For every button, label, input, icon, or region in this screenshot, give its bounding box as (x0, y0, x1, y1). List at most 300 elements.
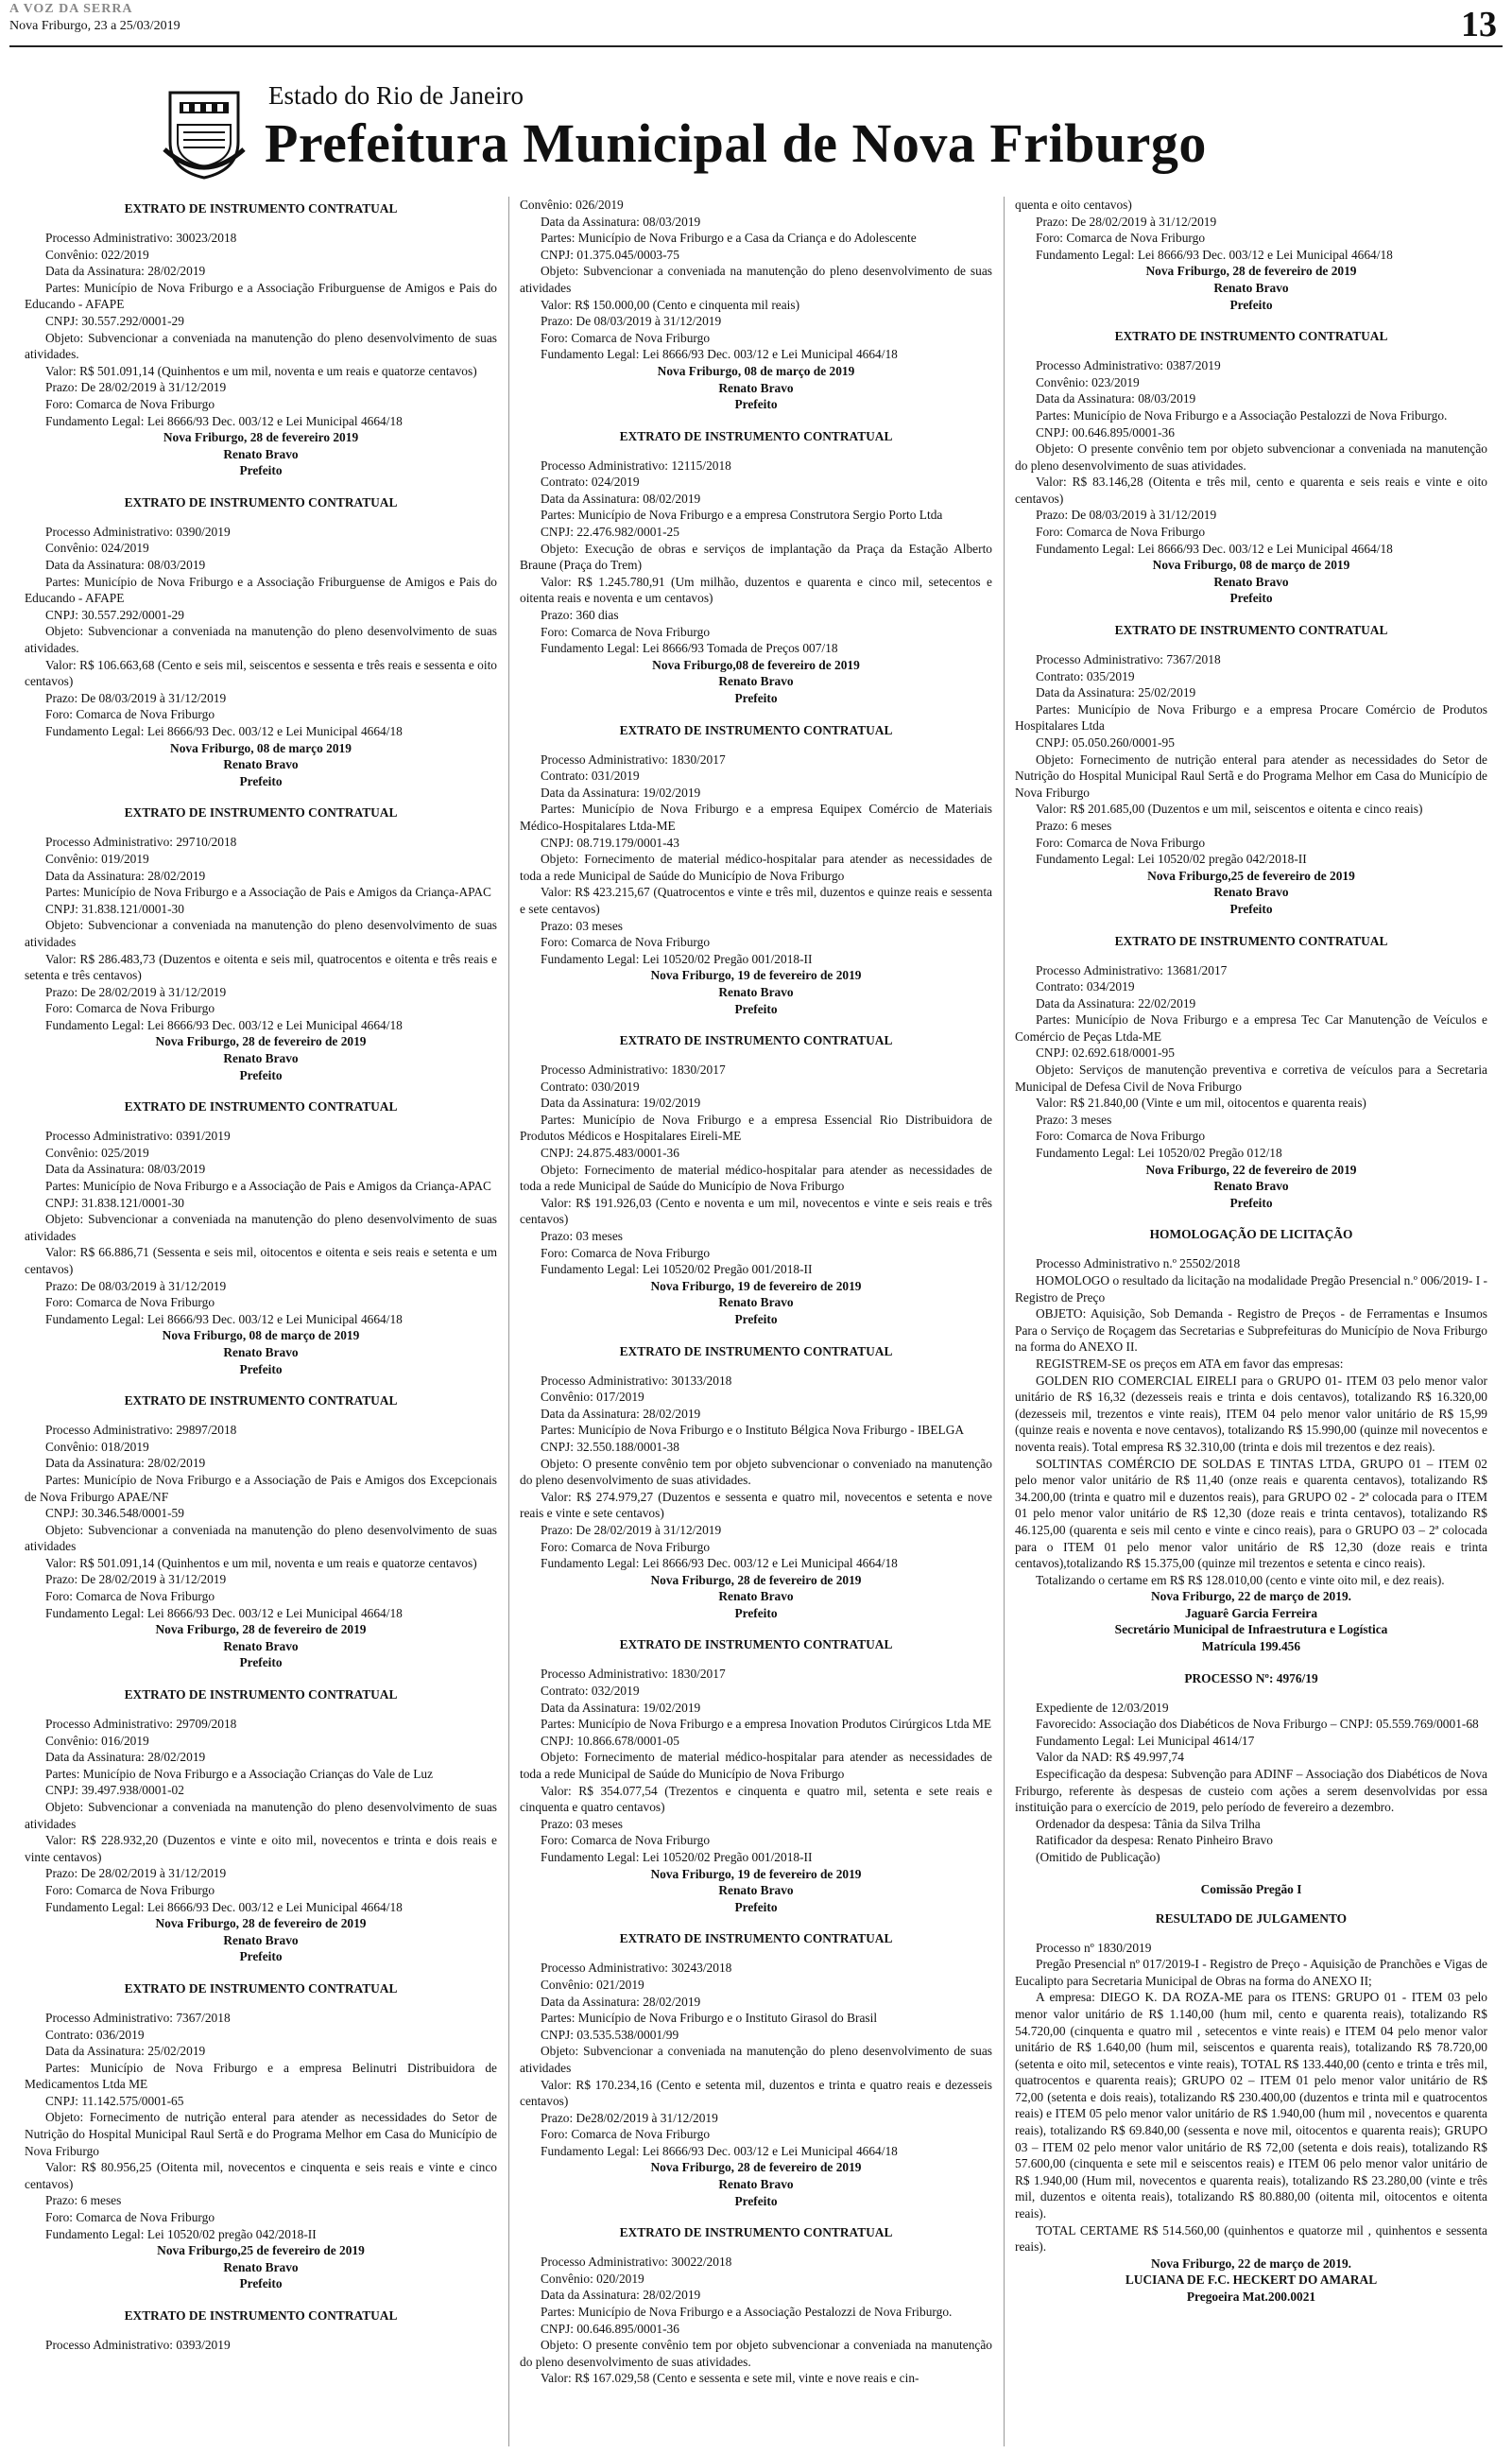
notice-line: Valor da NAD: R$ 49.997,74 (1036, 1750, 1184, 1765)
notice-line: Convênio: 017/2019 (541, 1390, 644, 1405)
notice-block (25, 200, 497, 479)
notice-line: Partes: Município de Nova Friburgo e o Instituto Bélgica Nova Friburgo - IBELGA (541, 1423, 965, 1438)
notice-line: Objeto: Subvencionar a conveniada na manutenção do pleno desenvolvimento de suas atividades. (25, 624, 497, 656)
notice-line: Prazo: De 08/03/2019 à 31/12/2019 (45, 1278, 227, 1293)
notice-line: Totalizando o certame em R$ R$ 128.010,00 (cento e vinte oito mil, e dez reais). (1036, 1572, 1445, 1587)
notice-line: Foro: Comarca de Nova Friburgo (541, 1539, 711, 1554)
notice-line: Objeto: Subvencionar a conveniada na manutenção do pleno desenvolvimento de suas atividades (520, 2044, 992, 2075)
notice-line: Foro: Comarca de Nova Friburgo (45, 1589, 215, 1604)
notice-signer-role: Prefeito (239, 2276, 283, 2291)
notice-line: CNPJ: 22.476.982/0001-25 (541, 525, 679, 540)
notice-signer: Renato Bravo (1213, 280, 1289, 295)
masthead-title: Prefeitura Municipal de Nova Friburgo (265, 112, 1207, 174)
notice-line: CNPJ: 02.692.618/0001-95 (1036, 1046, 1175, 1061)
notice-block (1015, 328, 1487, 607)
notice-line: Partes: Município de Nova Friburgo e a empresa Tec Car Manutenção de Veículos e Comércio de Peças Ltda-ME (1015, 1012, 1487, 1044)
notice-line: Partes: Município de Nova Friburgo e a Associação Friburguense de Amigos e Pais do Educando - AFAPE (25, 574, 497, 606)
notice-signer-role: Prefeito (734, 2193, 778, 2208)
notice-line: Processo Administrativo: 0391/2019 (45, 1129, 231, 1144)
notice-line: Fundamento Legal: Lei 8666/93 Dec. 003/12 e Lei Municipal 4664/18 (45, 1605, 403, 1620)
notice-line: quenta e oito centavos) (1015, 198, 1132, 212)
notice-line: Foro: Comarca de Nova Friburgo (541, 330, 711, 345)
notice-signer-role: Pregoeira Mat.200.0021 (1186, 2290, 1316, 2305)
notice-block (520, 1636, 992, 1915)
notice-line: Processo Administrativo: 29710/2018 (45, 835, 237, 850)
notice-place-date: Nova Friburgo, 08 de março de 2019 (162, 1328, 360, 1343)
notice-line: Foro: Comarca de Nova Friburgo (45, 396, 215, 411)
notice-line: Data da Assinatura: 28/02/2019 (541, 1406, 701, 1421)
notice-block (25, 1098, 497, 1377)
notice-place-date: Nova Friburgo, 28 de fevereiro de 2019 (155, 1916, 367, 1931)
notice-place-date: Nova Friburgo, 22 de março de 2019. (1151, 2255, 1351, 2271)
notice-signer: Renato Bravo (718, 984, 794, 999)
notice-signer: Renato Bravo (223, 1638, 299, 1653)
notice-line: Processo Administrativo: 30133/2018 (541, 1373, 732, 1388)
notice-signer-role: Prefeito (734, 691, 778, 706)
notice-line: Foro: Comarca de Nova Friburgo (45, 2210, 215, 2225)
notice-line: Prazo: De 08/03/2019 à 31/12/2019 (45, 690, 227, 705)
notice-signer: Renato Bravo (223, 1932, 299, 1947)
notice-line: Prazo: 6 meses (1036, 818, 1112, 833)
notice-line: Objeto: Subvencionar a conveniada na manutenção do pleno desenvolvimento de suas atividades (25, 918, 497, 949)
notice-title: EXTRATO DE INSTRUMENTO CONTRATUAL (124, 494, 398, 510)
notice-line: CNPJ: 11.142.575/0001-65 (45, 2093, 184, 2108)
notice-line: Data da Assinatura: 28/02/2019 (45, 1456, 206, 1471)
notice-line: Convênio: 024/2019 (45, 541, 149, 556)
notice-block (520, 197, 992, 413)
notice-title: EXTRATO DE INSTRUMENTO CONTRATUAL (124, 201, 398, 216)
notice-block (1015, 1226, 1487, 1654)
notice-line: Data da Assinatura: 19/02/2019 (541, 1096, 701, 1111)
notice-place-date: Nova Friburgo, 19 de fevereiro de 2019 (650, 1278, 862, 1293)
notice-line: Processo Administrativo: 7367/2018 (1036, 652, 1221, 667)
notice-line: Fundamento Legal: Lei 8666/93 Dec. 003/12 e Lei Municipal 4664/18 (541, 1556, 898, 1571)
notice-line: CNPJ: 30.557.292/0001-29 (45, 313, 184, 328)
notice-line: Objeto: Subvencionar a conveniada na manutenção do pleno desenvolvimento de suas atividades. (25, 330, 497, 362)
notice-block (25, 1980, 497, 2292)
notice-line: CNPJ: 31.838.121/0001-30 (45, 1195, 184, 1210)
notice-signer-role: Prefeito (239, 463, 283, 478)
notice-signer: Renato Bravo (1213, 574, 1289, 589)
notice-line: Data da Assinatura: 08/03/2019 (1036, 391, 1196, 406)
notice-line: CNPJ: 01.375.045/0003-75 (541, 247, 679, 262)
notice-signer: Renato Bravo (223, 446, 299, 461)
notice-block (25, 494, 497, 789)
notice-line: Contrato: 036/2019 (45, 2027, 145, 2042)
notice-line: Prazo: De 28/02/2019 à 31/12/2019 (45, 1866, 227, 1881)
notice-line: CNPJ: 10.866.678/0001-05 (541, 1733, 679, 1748)
edition-date: Nova Friburgo, 23 a 25/03/2019 (9, 19, 180, 33)
notice-line: Objeto: O presente convênio tem por objeto subvencionar a conveniada na manutenção do pleno desenvolvimento de suas atividades. (520, 2338, 992, 2369)
notice-line: CNPJ: 30.346.548/0001-59 (45, 1506, 184, 1521)
newspaper-name: A VOZ DA SERRA (9, 2, 133, 16)
notice-line: CNPJ: 00.646.895/0001-36 (541, 2321, 679, 2336)
notice-line: Valor: R$ 83.146,28 (Oitenta e três mil, cento e quarenta e seis reais e vinte e oito centavos) (1015, 475, 1487, 506)
notice-line: Foro: Comarca de Nova Friburgo (45, 1295, 215, 1310)
notice-line: Data da Assinatura: 08/03/2019 (541, 214, 701, 229)
notice-line: Objeto: O presente convênio tem por objeto subvencionar a conveniada na manutenção do pleno desenvolvimento de suas atividades. (1015, 441, 1487, 473)
notice-place-date: Nova Friburgo, 08 de março de 2019 (657, 363, 855, 378)
notice-line: Processo Administrativo: 30243/2018 (541, 1961, 732, 1976)
notice-line: CNPJ: 08.719.179/0001-43 (541, 835, 679, 850)
notice-signer-role: Prefeito (239, 1655, 283, 1670)
notice-place-date: Nova Friburgo, 28 de fevereiro de 2019 (155, 1034, 367, 1049)
notice-place-date: Nova Friburgo, 08 de março 2019 (170, 740, 352, 755)
notice-line: Processo Administrativo: 13681/2017 (1036, 962, 1228, 977)
notice-line: Fundamento Legal: Lei 10520/02 Pregão 001/2018-II (541, 1262, 813, 1277)
notice-line: Convênio: 016/2019 (45, 1733, 149, 1748)
notice-line: Contrato: 032/2019 (541, 1684, 640, 1699)
notice-title: EXTRATO DE INSTRUMENTO CONTRATUAL (619, 2225, 893, 2240)
notice-line: Prazo: 360 dias (541, 608, 619, 623)
notice-line: Prazo: 03 meses (541, 1229, 624, 1244)
notice-title: EXTRATO DE INSTRUMENTO CONTRATUAL (124, 1980, 398, 1996)
notice-line: Objeto: Serviços de manutenção preventiva e corretiva de veículos para a Secretaria Municipal de Defesa Civil de Nova Friburgo (1015, 1063, 1487, 1094)
notice-title: EXTRATO DE INSTRUMENTO CONTRATUAL (619, 722, 893, 737)
notice-line: Objeto: Fornecimento de material médico-hospitalar para atender as necessidades de toda a rede Municipal de Saúde do Município de Nova Friburgo (520, 1162, 992, 1194)
notice-line: Fundamento Legal: Lei 10520/02 pregão 042/2018-II (1036, 852, 1307, 867)
notice-line: TOTAL CERTAME R$ 514.560,00 (quinhentos e quatorze mil , quinhentos e sessenta reais). (1015, 2222, 1487, 2255)
notice-signer-role: Prefeito (1229, 591, 1273, 606)
notice-line: Partes: Município de Nova Friburgo e a Casa da Criança e do Adolescente (541, 231, 917, 246)
notice-line: Prazo: 03 meses (541, 918, 624, 933)
column-1 (25, 197, 497, 2446)
notice-line: Fundamento Legal: Lei 10520/02 pregão 042/2018-II (45, 2226, 317, 2241)
notice-line: Data da Assinatura: 28/02/2019 (541, 2288, 701, 2303)
notice-block (520, 1032, 992, 1327)
notice-title: PROCESSO Nº: 4976/19 (1184, 1670, 1318, 1685)
notice-line: Valor: R$ 201.685,00 (Duzentos e um mil, seiscentos e oitenta e cinco reais) (1036, 802, 1423, 817)
notice-line: Partes: Município de Nova Friburgo e o Instituto Girasol do Brasil (541, 2011, 878, 2026)
notices-columns (25, 197, 1487, 2446)
notice-line: Data da Assinatura: 08/03/2019 (45, 558, 206, 573)
notice-block (25, 2307, 497, 2354)
notice-line: Processo Administrativo n.º 25502/2018 (1036, 1256, 1241, 1271)
notice-signer: Renato Bravo (223, 1051, 299, 1066)
notice-line: CNPJ: 24.875.483/0001-36 (541, 1146, 679, 1161)
notice-line: Convênio: 022/2019 (45, 247, 149, 262)
notice-line: Processo Administrativo: 7367/2018 (45, 2010, 231, 2025)
notice-line: Convênio: 019/2019 (45, 851, 149, 866)
notice-line: Prazo: De28/02/2019 à 31/12/2019 (541, 2110, 718, 2125)
notice-line: Processo Administrativo: 30023/2018 (45, 230, 237, 245)
notice-line: Objeto: Fornecimento de material médico-hospitalar para atender as necessidades de toda a rede Municipal de Saúde do Município de Nova Friburgo (520, 1750, 992, 1782)
notice-line: Data da Assinatura: 28/02/2019 (45, 868, 206, 883)
notice-signer-role: Prefeito (734, 1899, 778, 1914)
masthead (161, 72, 1389, 195)
notice-line: Valor: R$ 106.663,68 (Cento e seis mil, seiscentos e sessenta e três reais e sessenta e oito centavos) (25, 657, 497, 689)
notice-place-date: Nova Friburgo, 22 de fevereiro de 2019 (1145, 1162, 1357, 1177)
notice-line: CNPJ: 05.050.260/0001-95 (1036, 735, 1175, 750)
notice-line: Prazo: De 28/02/2019 à 31/12/2019 (1036, 214, 1217, 229)
notice-place-date: Nova Friburgo, 28 de fevereiro de 2019 (650, 2160, 862, 2175)
notice-line: Foro: Comarca de Nova Friburgo (541, 1245, 711, 1260)
notice-line: Processo Administrativo: 0390/2019 (45, 524, 231, 539)
notice-line: Objeto: Subvencionar a conveniada na manutenção do pleno desenvolvimento de suas atividades (25, 1800, 497, 1831)
notice-signer: Renato Bravo (718, 1295, 794, 1310)
notice-title: EXTRATO DE INSTRUMENTO CONTRATUAL (1114, 623, 1388, 638)
notice-line: Valor: R$ 66.886,71 (Sessenta e seis mil, oitocentos e oitenta e seis reais e setenta e um centavos) (25, 1245, 497, 1276)
notice-line: Partes: Município de Nova Friburgo e a empresa Equipex Comércio de Materiais Médico-Hospitalares Ltda-ME (520, 802, 992, 833)
notice-line: Data da Assinatura: 08/03/2019 (45, 1162, 206, 1177)
notice-line: Objeto: Subvencionar a conveniada na manutenção do pleno desenvolvimento de suas atividades (25, 1212, 497, 1243)
notice-line: Valor: R$ 150.000,00 (Cento e cinquenta mil reais) (541, 297, 800, 312)
notice-line: Valor: R$ 167.029,58 (Cento e sessenta e sete mil, vinte e nove reais e cin- (541, 2371, 919, 2386)
notice-line: Objeto: Subvencionar a conveniada na manutenção do pleno desenvolvimento de suas atividades (25, 1522, 497, 1554)
notice-signer: Renato Bravo (1213, 1179, 1289, 1194)
notice-line: Fundamento Legal: Lei 8666/93 Tomada de Preços 007/18 (541, 641, 838, 656)
notice-line: Foro: Comarca de Nova Friburgo (541, 624, 711, 639)
notice-line: Partes: Município de Nova Friburgo e a Associação de Pais e Amigos da Criança-APAC (45, 1179, 491, 1194)
notice-line: Processo Administrativo: 30022/2018 (541, 2255, 732, 2270)
notice-line: Fundamento Legal: Lei 8666/93 Dec. 003/12 e Lei Municipal 4664/18 (45, 1311, 403, 1326)
notice-line: CNPJ: 03.535.538/0001/99 (541, 2027, 679, 2042)
notice-line: Processo Administrativo: 0387/2019 (1036, 358, 1221, 373)
notice-line: Objeto: Subvencionar a conveniada na manutenção do pleno desenvolvimento de suas atividades (520, 264, 992, 295)
notice-line: Processo Administrativo: 12115/2018 (541, 458, 731, 473)
notice-subtitle: RESULTADO DE JULGAMENTO (1155, 1910, 1348, 1926)
notice-line: REGISTREM-SE os preços em ATA em favor das empresas: (1036, 1356, 1344, 1371)
notice-title: HOMOLOGAÇÃO DE LICITAÇÃO (1149, 1227, 1353, 1242)
notice-line: Valor: R$ 354.077,54 (Trezentos e cinquenta e quatro mil, setenta e sete reais e cinquenta e quatro centavos) (520, 1783, 992, 1815)
notice-line: CNPJ: 30.557.292/0001-29 (45, 607, 184, 622)
notice-signer: Renato Bravo (718, 2177, 794, 2192)
notice-line: Prazo: De 08/03/2019 à 31/12/2019 (541, 314, 722, 329)
notice-line: Processo Administrativo: 1830/2017 (541, 1063, 726, 1078)
page-header (9, 0, 1503, 47)
notice-line: Convênio: 018/2019 (45, 1439, 149, 1454)
notice-line: Fundamento Legal: Lei 10520/02 Pregão 012/18 (1036, 1146, 1282, 1161)
notice-line: Prazo: De 28/02/2019 à 31/12/2019 (45, 380, 227, 395)
notice-line: Pregão Presencial nº 017/2019-I - Registro de Preço - Aquisição de Pranchões e Vigas de Eucalipto para Secretaria Municipal de Obras na forma do ANEXO II; (1015, 1957, 1487, 1988)
notice-line: Data da Assinatura: 28/02/2019 (541, 1994, 701, 2009)
notice-line: Partes: Município de Nova Friburgo e a Associação de Pais e Amigos da Criança-APAC (45, 885, 491, 900)
notice-block (1015, 933, 1487, 1212)
notice-signer: Renato Bravo (223, 1344, 299, 1359)
notice-signer-role: Prefeito (239, 1949, 283, 1964)
notice-title: EXTRATO DE INSTRUMENTO CONTRATUAL (619, 1637, 893, 1652)
notice-signer: Renato Bravo (718, 1883, 794, 1898)
notice-line: SOLTINTAS COMÉRCIO DE SOLDAS E TINTAS LTDA, GRUPO 01 – ITEM 02 pelo menor valor unitário de R$ 11,40 (onze reais e quarenta centavos), totalizando R$ 34.200,00 (trinta e quatro mil e duzentos reais), para GRUPO 02 - 2ª colocada para o ITEM 01 pelo menor valor unitário de R$ 12,30 (doze reais e trinta centavos), totalizando R$ 46.125,00 (quarenta e seis mil cento e vinte e cinco reais), para o GRUPO 03 – 2ª colocada para o ITEM 01 pelo menor valor unitário de R$ 12,30 (doze reais e trinta centavos),totalizando R$ 15.375,00 (quinze mil trezentos e setenta e cinco reais). (1015, 1456, 1487, 1571)
notice-line: Data da Assinatura: 08/02/2019 (541, 491, 701, 506)
notice-signer: Jaguarê Garcia Ferreira (1184, 1605, 1318, 1620)
notice-line: Processo Administrativo: 29709/2018 (45, 1717, 237, 1732)
notice-line: Ordenador da despesa: Tânia da Silva Trilha (1036, 1816, 1261, 1831)
column-3 (1015, 197, 1487, 2446)
notice-line: CNPJ: 39.497.938/0001-02 (45, 1783, 184, 1798)
notice-title: EXTRATO DE INSTRUMENTO CONTRATUAL (619, 428, 893, 443)
notice-line: Fundamento Legal: Lei 10520/02 Pregão 001/2018-II (541, 951, 813, 966)
notice-line: Fundamento Legal: Lei 8666/93 Dec. 003/12 e Lei Municipal 4664/18 (45, 1017, 403, 1032)
notice-line: Valor: R$ 80.956,25 (Oitenta mil, novecentos e cinquenta e seis reais e vinte e cinco centavos) (25, 2160, 497, 2191)
notice-line: Objeto: Fornecimento de nutrição enteral para atender as necessidades do Setor de Nutrição do Hospital Municipal Raul Sertã e do Programa Melhor em Casa do Município de Nova Friburgo (1015, 752, 1487, 800)
notice-signer: Renato Bravo (223, 757, 299, 772)
notice-line: Partes: Município de Nova Friburgo e a Associação Friburguense de Amigos e Pais do Educando - AFAPE (25, 280, 497, 312)
notice-signer-role: Prefeito (1229, 297, 1273, 312)
notice-title: EXTRATO DE INSTRUMENTO CONTRATUAL (124, 805, 398, 821)
notice-signer-registration: Matrícula 199.456 (1201, 1639, 1301, 1654)
notice-line: Contrato: 035/2019 (1036, 668, 1135, 683)
notice-line: Fundamento Legal: Lei 10520/02 Pregão 001/2018-II (541, 1849, 813, 1864)
notice-place-date: Nova Friburgo, 08 de março de 2019 (1152, 558, 1350, 573)
notice-line: Expediente de 12/03/2019 (1036, 1700, 1169, 1715)
notice-signer-role: Prefeito (734, 1001, 778, 1016)
notice-line: Partes: Município de Nova Friburgo e a Associação Crianças do Vale de Luz (45, 1766, 434, 1781)
notice-signer-role: Prefeito (734, 1605, 778, 1620)
notice-line: Partes: Município de Nova Friburgo e a Associação de Pais e Amigos dos Excepcionais de Nova Friburgo APAE/NF (25, 1472, 497, 1504)
notice-line: Objeto: Execução de obras e serviços de implantação da Praça da Estação Alberto Braune (Praça do Trem) (520, 541, 992, 573)
notice-signer-role: Secretário Municipal de Infraestrutura e Logística (1114, 1622, 1388, 1637)
notice-block (1015, 1881, 1487, 2306)
notice-title: EXTRATO DE INSTRUMENTO CONTRATUAL (124, 2308, 398, 2324)
notice-line: Foro: Comarca de Nova Friburgo (45, 1882, 215, 1897)
notice-line: Contrato: 030/2019 (541, 1079, 640, 1094)
notice-block (1015, 622, 1487, 917)
notice-line: Fundamento Legal: Lei 8666/93 Dec. 003/12 e Lei Municipal 4664/18 (45, 413, 403, 428)
notice-title: EXTRATO DE INSTRUMENTO CONTRATUAL (619, 1931, 893, 1946)
notice-line: Valor: R$ 1.245.780,91 (Um milhão, duzentos e quarenta e cinco mil, setecentos e oitenta reais e noventa e um centavos) (520, 574, 992, 606)
notice-signer-role: Prefeito (734, 397, 778, 412)
notice-signer: Renato Bravo (1213, 885, 1289, 900)
notice-line: Processo Administrativo: 29897/2018 (45, 1423, 237, 1438)
notice-line: Foro: Comarca de Nova Friburgo (45, 1001, 215, 1016)
notice-place-date: Nova Friburgo, 22 de março de 2019. (1151, 1589, 1351, 1604)
notice-title: EXTRATO DE INSTRUMENTO CONTRATUAL (619, 1033, 893, 1048)
notice-title: EXTRATO DE INSTRUMENTO CONTRATUAL (124, 1099, 398, 1115)
notice-place-date: Nova Friburgo,25 de fevereiro de 2019 (157, 2243, 365, 2258)
notice-line: Prazo: De 28/02/2019 à 31/12/2019 (45, 1572, 227, 1587)
column-divider (508, 197, 509, 2446)
notice-line: Foro: Comarca de Nova Friburgo (1036, 231, 1206, 246)
notice-line: Foro: Comarca de Nova Friburgo (45, 707, 215, 722)
page-number: 13 (1461, 5, 1497, 44)
notice-line: Processo Administrativo: 0393/2019 (45, 2338, 231, 2352)
notice-line: Contrato: 031/2019 (541, 769, 640, 784)
notice-line: Valor: R$ 286.483,73 (Duzentos e oitenta e seis mil, quatrocentos e oitenta e três reais e setenta e três centavos) (25, 951, 497, 983)
notice-signer-role: Prefeito (239, 1067, 283, 1082)
notice-block (25, 1392, 497, 1671)
notice-place-date: Nova Friburgo,25 de fevereiro de 2019 (1147, 868, 1355, 883)
notice-signer-role: Prefeito (239, 1361, 283, 1376)
notice-block (1015, 197, 1487, 313)
notice-block (25, 804, 497, 1083)
notice-line: Objeto: Fornecimento de nutrição enteral para atender as necessidades do Setor de Nutrição do Hospital Municipal Raul Sertã e do Programa Melhor em Casa do Município de Nova Friburgo (25, 2110, 497, 2158)
notice-line: Valor: R$ 274.979,27 (Duzentos e sessenta e quatro mil, novecentos e setenta e nove reais e vinte e sete centavos) (520, 1489, 992, 1521)
notice-line: Fundamento Legal: Lei 8666/93 Dec. 003/12 e Lei Municipal 4664/18 (45, 1899, 403, 1914)
notice-line: Prazo: 03 meses (541, 1816, 624, 1831)
notice-line: Contrato: 034/2019 (1036, 979, 1135, 994)
coat-of-arms-icon (161, 83, 248, 181)
notice-line: CNPJ: 00.646.895/0001-36 (1036, 424, 1175, 440)
notice-line: Prazo: De 08/03/2019 à 31/12/2019 (1036, 508, 1217, 523)
notice-line: Prazo: 3 meses (1036, 1112, 1112, 1127)
notice-line: A empresa: DIEGO K. DA ROZA-ME para os ITENS: GRUPO 01 - ITEM 03 pelo menor valor unitário de R$ 1.140,00 (hum mil, cento e quarenta reais), totalizando R$ 54.720,00 (cinquenta e quatro mil , setecentos e vinte reais) e ITEM 04 pelo menor valor unitário de R$ 1.640,00 (hum mil, seiscentos e quarenta reais), totalizando R$ 78.720,00 (setenta e oito mil, setecentos e vinte reais), TOTAL R$ 133.440,00 (cento e trinta e três mil, quatrocentos e quarenta reais); GRUPO 02 – ITEM 01 pelo menor valor unitário de R$ 72,00 (setenta e dois reais), totalizando R$ 230.400,00 (duzentos e trinta mil e quatrocentos reais) e ITEM 05 pelo menor valor unitário de R$ 1.940,00 (hum mil , novecentos e quarenta reais), totalizando R$ 69.840,00 (sessenta e nove mil, oitocentos e quarenta reais); GRUPO 03 – ITEM 02 pelo menor valor unitário de R$ 72,00 (setenta e dois reais), totalizando R$ 57.600,00 (cinquenta e sete mil e seiscentos reais) e ITEM 06 pelo menor valor unitário de R$ 1.940,00 (Hum mil, novecentos e quarenta reais), totalizando R$ 23.280,00 (vinte e três mil, duzentos e oitenta reais), totalizando R$ 80.880,00 (oitenta mil, oitocentos e oitenta reais). (1015, 1990, 1487, 2221)
notice-line: Especificação da despesa: Subvenção para ADINF – Associação dos Diabéticos de Nova Friburgo, referente às despesas de custeio com ações a serem desenvolvidas por essa instituição para o exercício de 2019, pelo período de fevereiro a dezembro. (1015, 1767, 1487, 1815)
notice-line: Foro: Comarca de Nova Friburgo (1036, 835, 1206, 850)
notice-line: Convênio: 025/2019 (45, 1145, 149, 1160)
notice-line: Processo Administrativo: 1830/2017 (541, 1667, 726, 1682)
state-name: Estado do Rio de Janeiro (268, 81, 524, 110)
notice-line: Valor: R$ 501.091,14 (Quinhentos e um mil, noventa e um reais e quatorze centavos) (45, 1555, 477, 1570)
notice-line: Convênio: 026/2019 (520, 198, 624, 212)
notice-title: EXTRATO DE INSTRUMENTO CONTRATUAL (124, 1393, 398, 1408)
notice-line: Foro: Comarca de Nova Friburgo (1036, 525, 1206, 540)
notice-line: Foro: Comarca de Nova Friburgo (1036, 1129, 1206, 1144)
notice-line: Valor: R$ 21.840,00 (Vinte e um mil, oitocentos e quarenta reais) (1036, 1096, 1366, 1111)
notice-title: EXTRATO DE INSTRUMENTO CONTRATUAL (1114, 329, 1388, 344)
notice-signer-role: Prefeito (1229, 1195, 1273, 1210)
notice-line: Foro: Comarca de Nova Friburgo (541, 935, 711, 950)
notice-line: Valor: R$ 170.234,16 (Cento e setenta mil, duzentos e trinta e quatro reais e dezesseis centavos) (520, 2077, 992, 2109)
notice-line: Fundamento Legal: Lei Municipal 4614/17 (1036, 1733, 1255, 1748)
notice-line: Objeto: O presente convênio tem por objeto subvencionar o conveniado na manutenção do pleno desenvolvimento de suas atividades. (520, 1456, 992, 1488)
notice-line: Contrato: 024/2019 (541, 475, 640, 490)
notice-line: Prazo: De 28/02/2019 à 31/12/2019 (541, 1522, 722, 1537)
notice-line: Foro: Comarca de Nova Friburgo (541, 2127, 711, 2142)
notice-line: Valor: R$ 191.926,03 (Cento e noventa e um mil, novecentos e vinte e seis reais e três centavos) (520, 1195, 992, 1227)
notice-place-date: Nova Friburgo,08 de fevereiro de 2019 (652, 657, 860, 672)
notice-title: Comissão Pregão I (1200, 1881, 1302, 1896)
notice-line: Fundamento Legal: Lei 8666/93 Dec. 003/12 e Lei Municipal 4664/18 (1036, 247, 1393, 262)
notice-line: Prazo: De 28/02/2019 à 31/12/2019 (45, 984, 227, 999)
notice-line: Data da Assinatura: 28/02/2019 (45, 1750, 206, 1765)
notice-line: Data da Assinatura: 28/02/2019 (45, 264, 206, 279)
notice-line: GOLDEN RIO COMERCIAL EIRELI para o GRUPO 01- ITEM 03 pelo menor valor unitário de R$ 16,32 (dezesseis reais e trinta e dois centavos), totalizando R$ 16.320,00 (dezesseis mil, trezentos e vinte reais), ITEM 04 pelo menor valor unitário de R$ 15,99 (quinze reais e noventa e nove centavos), totalizando R$ 15.990,00 (quinze mil novecentos e noventa reais). Total empresa R$ 32.310,00 (trinta e dois mil trezentos e dez reais). (1015, 1373, 1487, 1454)
notice-place-date: Nova Friburgo, 28 de fevereiro de 2019 (650, 1572, 862, 1587)
notice-place-date: Nova Friburgo, 19 de fevereiro de 2019 (650, 1866, 862, 1881)
notice-signer: Renato Bravo (718, 380, 794, 395)
notice-signer-role: Prefeito (734, 1311, 778, 1326)
notice-signer: LUCIANA DE F.C. HECKERT DO AMARAL (1125, 2273, 1378, 2288)
notice-block (1015, 1670, 1487, 1866)
notice-place-date: Nova Friburgo, 28 de fevereiro de 2019 (1145, 264, 1357, 279)
notice-line: Valor: R$ 423.215,67 (Quatrocentos e vinte e três mil, duzentos e quinze reais e sessenta e sete centavos) (520, 885, 992, 916)
notice-signer-role: Prefeito (1229, 901, 1273, 916)
notice-line: Data da Assinatura: 19/02/2019 (541, 785, 701, 800)
column-2 (520, 197, 992, 2446)
notice-block (25, 1686, 497, 1965)
notice-line: Valor: R$ 501.091,14 (Quinhentos e um mil, noventa e um reais e quatorze centavos) (45, 363, 477, 378)
column-divider (1004, 197, 1005, 2446)
notice-line: Partes: Município de Nova Friburgo e a empresa Belinutri Distribuidora de Medicamentos Ltda ME (25, 2060, 497, 2092)
notice-line: Data da Assinatura: 25/02/2019 (45, 2044, 206, 2059)
notice-line: CNPJ: 32.550.188/0001-38 (541, 1439, 679, 1454)
notice-line: Partes: Município de Nova Friburgo e a Associação Pestalozzi de Nova Friburgo. (1036, 407, 1448, 423)
notice-line: Fundamento Legal: Lei 8666/93 Dec. 003/12 e Lei Municipal 4664/18 (1036, 541, 1393, 556)
notice-line: Partes: Município de Nova Friburgo e a empresa Construtora Sergio Porto Ltda (541, 508, 943, 523)
notice-line: Data da Assinatura: 19/02/2019 (541, 1700, 701, 1715)
notice-line: (Omitido de Publicação) (1036, 1849, 1160, 1864)
notice-signer: Renato Bravo (718, 674, 794, 689)
notice-line: Prazo: 6 meses (45, 2193, 122, 2208)
notice-block (520, 1930, 992, 2209)
notice-line: Data da Assinatura: 22/02/2019 (1036, 995, 1196, 1011)
notice-line: Processo nº 1830/2019 (1036, 1940, 1152, 1955)
notice-title: EXTRATO DE INSTRUMENTO CONTRATUAL (1114, 933, 1388, 948)
notice-line: OBJETO: Aquisição, Sob Demanda - Registro de Preços - de Ferramentas e Insumos Para o Serviço de Roçagem das Secretarias e Subprefeituras do Município de Nova Friburgo na forma do ANEXO II. (1015, 1306, 1487, 1355)
notice-title: EXTRATO DE INSTRUMENTO CONTRATUAL (619, 1343, 893, 1358)
notice-place-date: Nova Friburgo, 28 de fevereiro de 2019 (155, 1622, 367, 1637)
notice-block (520, 722, 992, 1017)
notice-line: HOMOLOGO o resultado da licitação na modalidade Pregão Presencial n.º 006/2019- I - Registro de Preço (1015, 1273, 1487, 1305)
notice-line: Valor: R$ 228.932,20 (Duzentos e vinte e oito mil, novecentos e trinta e dois reais e vinte centavos) (25, 1833, 497, 1864)
notice-line: Ratificador da despesa: Renato Pinheiro Bravo (1036, 1833, 1274, 1848)
notice-line: Foro: Comarca de Nova Friburgo (541, 1833, 711, 1848)
notice-line: CNPJ: 31.838.121/0001-30 (45, 901, 184, 916)
notice-line: Fundamento Legal: Lei 8666/93 Dec. 003/12 e Lei Municipal 4664/18 (541, 2143, 898, 2158)
notice-line: Processo Administrativo: 1830/2017 (541, 752, 726, 767)
notice-block (520, 428, 992, 707)
